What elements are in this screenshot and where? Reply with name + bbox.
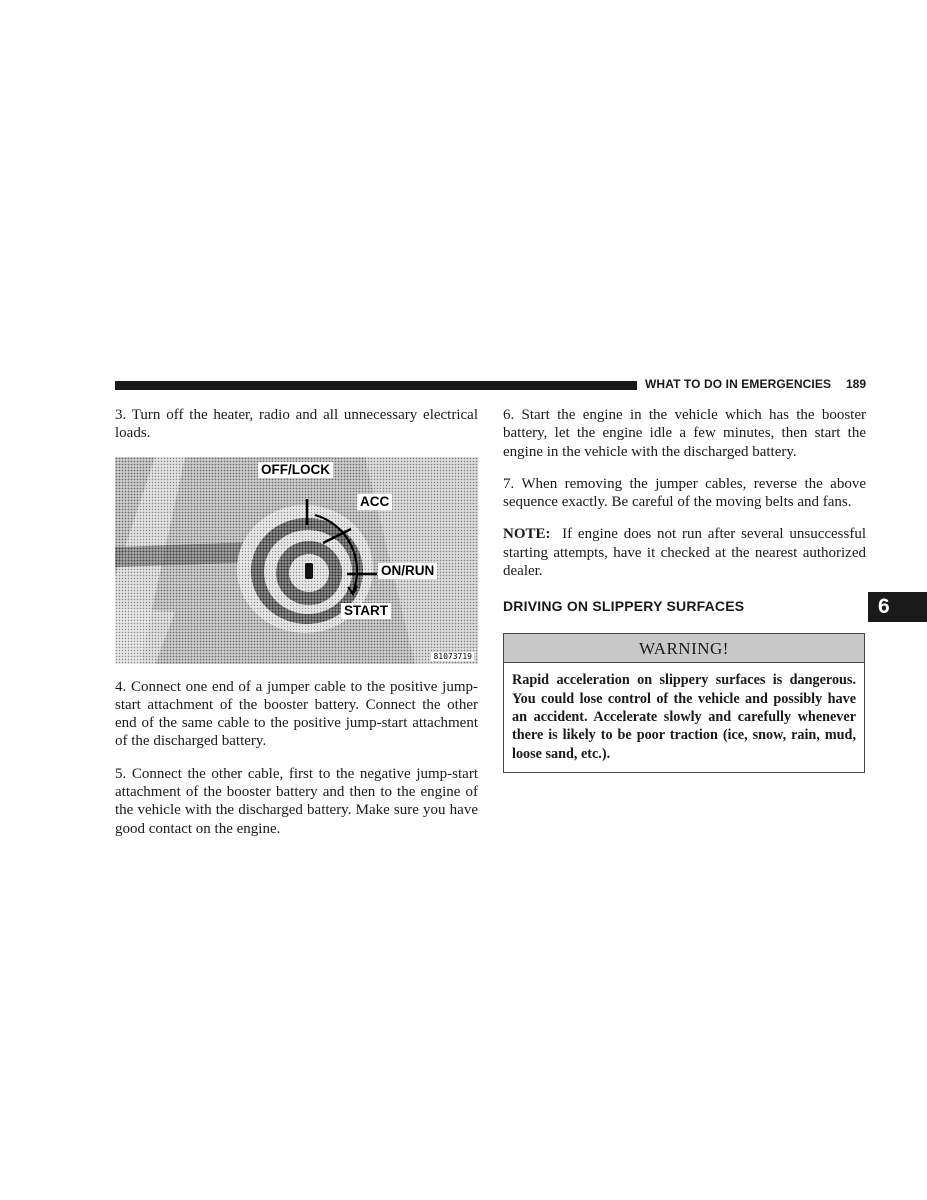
step-6-text: 6. Start the engine in the vehicle which has the booster battery, let the engine idle a few minutes, then start the engine in the vehicle with the discharged battery. bbox=[503, 407, 866, 460]
page-number: 189 bbox=[846, 377, 867, 391]
figure-code: 81073719 bbox=[433, 651, 472, 661]
note-text: If engine does not run after several unsuccessful starting attempts, have it checked at the nearest authorized dealer. bbox=[503, 526, 867, 580]
on-run-label: ON/RUN bbox=[378, 563, 437, 579]
warning-box bbox=[503, 633, 865, 772]
ignition-switch-figure bbox=[115, 457, 478, 664]
warning-text: Rapid acceleration on slippery surfaces is dangerous. You could lose control of the vehicle and possibly have an accident. Accelerate slowly and carefully whenever there is likely to be poor traction (ice, snow, rain, mud, loose sand, etc.). bbox=[512, 672, 856, 762]
header-rule bbox=[115, 381, 637, 390]
chapter-number: 6 bbox=[878, 595, 890, 618]
off-lock-label: OFF/LOCK bbox=[258, 462, 333, 478]
chapter-tab bbox=[868, 592, 927, 622]
step-4-text: 4. Connect one end of a jumper cable to the positive jump-start attachment of the booster battery. Connect the other end of the same cable to the positive jump-start attachment of the discharged battery. bbox=[115, 678, 478, 750]
note-label: NOTE: bbox=[503, 526, 551, 543]
start-label: START bbox=[341, 603, 391, 619]
note-paragraph bbox=[503, 525, 866, 580]
warning-title: WARNING! bbox=[504, 634, 864, 663]
acc-label: ACC bbox=[357, 494, 392, 510]
ignition-switch-illustration bbox=[115, 457, 478, 664]
step-7-text: 7. When removing the jumper cables, reverse the above sequence exactly. Be careful of the moving belts and fans. bbox=[503, 475, 866, 511]
section-heading: DRIVING ON SLIPPERY SURFACES bbox=[503, 598, 745, 615]
right-column bbox=[503, 406, 866, 773]
step-5-text: 5. Connect the other cable, first to the negative jump-start attachment of the booster battery and then to the engine of the vehicle with the discharged battery. Make sure you have good contact on the engine. bbox=[115, 765, 478, 837]
header-section-title: WHAT TO DO IN EMERGENCIES bbox=[645, 377, 832, 391]
left-column bbox=[115, 406, 478, 852]
step-3-text: 3. Turn off the heater, radio and all unnecessary electrical loads. bbox=[115, 407, 478, 442]
